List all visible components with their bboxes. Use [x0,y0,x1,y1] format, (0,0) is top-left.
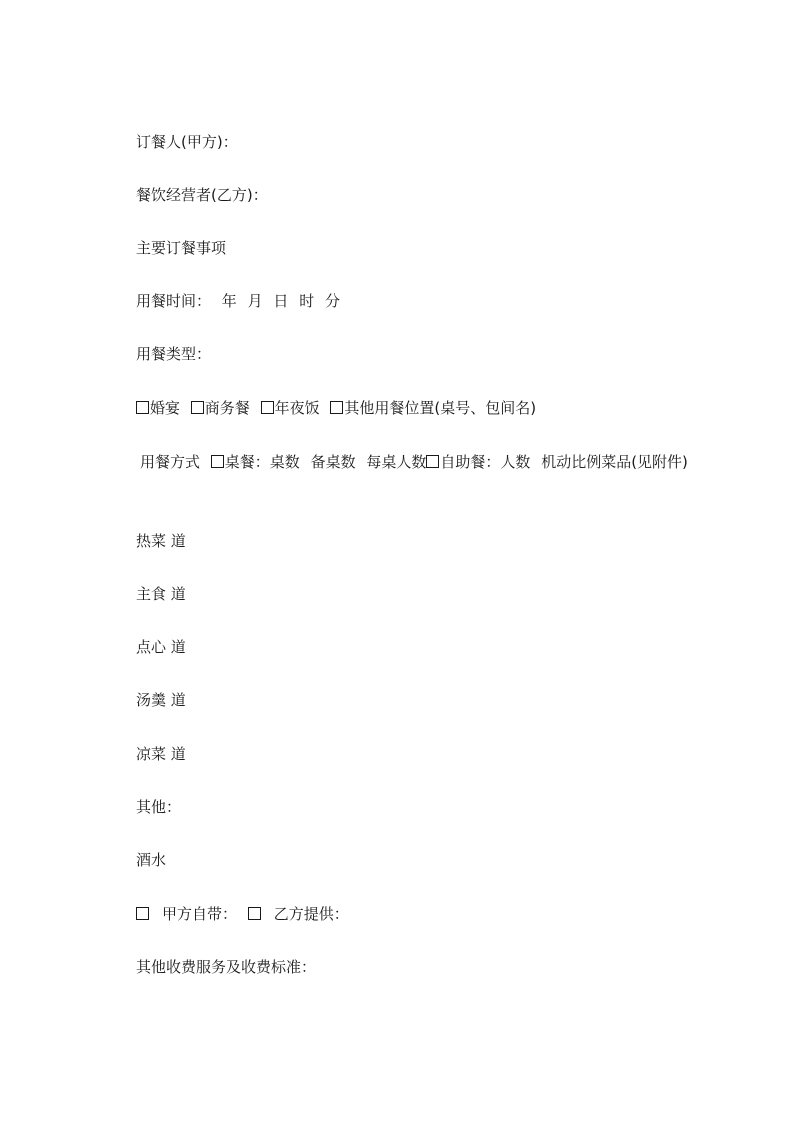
drinks-label: 酒水 [136,851,167,869]
checkbox-wedding[interactable] [136,401,149,414]
checkbox-business-meal[interactable] [191,401,204,414]
checkbox-table-meal[interactable] [211,455,224,468]
party-a-brings-label: 甲方自带： [162,905,238,923]
dish-soup: 汤羹 道 [136,691,186,709]
buffet-label: 自助餐：人数 [440,453,531,471]
option-other-meal-label: 其他用餐位置(桌号、包间名) [344,399,537,417]
other-fees-label: 其他收费服务及收费标准： [136,958,317,976]
drinks-options [136,904,349,924]
time-unit-year: 年 [221,292,237,310]
party-b-label: 餐饮经营者(乙方)： [136,186,268,204]
time-unit-minute: 分 [324,292,340,310]
option-wedding-label: 婚宴 [150,399,181,417]
checkbox-party-b-provides[interactable] [248,907,261,920]
party-a-label: 订餐人(甲方)： [136,133,238,151]
time-unit-hour: 时 [299,292,315,310]
checkbox-buffet[interactable] [426,455,439,468]
meal-type-options [136,398,536,418]
checkbox-new-year-dinner[interactable] [261,401,274,414]
dish-staple: 主食 道 [136,585,186,603]
option-new-year-dinner-label: 年夜饭 [274,399,320,417]
main-items-heading: 主要订餐事项 [136,239,227,257]
time-unit-day: 日 [273,292,289,310]
checkbox-other-meal[interactable] [330,401,343,414]
option-business-meal-label: 商务餐 [204,399,250,417]
meal-type-label: 用餐类型： [136,345,212,363]
dish-dim-sum: 点心 道 [136,638,186,656]
dish-cold: 凉菜 道 [136,745,186,763]
spare-tables-label: 备桌数 [310,453,356,471]
party-b-provides-label: 乙方提供： [273,905,349,923]
table-meal-label: 桌餐：桌数 [224,453,300,471]
meal-time-row [136,291,340,311]
meal-time-label: 用餐时间： [136,292,212,310]
per-table-label: 每桌人数 [366,453,427,471]
meal-method-label: 用餐方式 [140,453,201,471]
dish-hot: 热菜 道 [136,532,186,550]
flexible-dishes-label: 机动比例菜品(见附件) [541,453,688,471]
other-label: 其他： [136,798,182,816]
meal-method-paragraph [106,449,706,475]
time-unit-month: 月 [247,292,263,310]
checkbox-party-a-brings[interactable] [136,907,149,920]
